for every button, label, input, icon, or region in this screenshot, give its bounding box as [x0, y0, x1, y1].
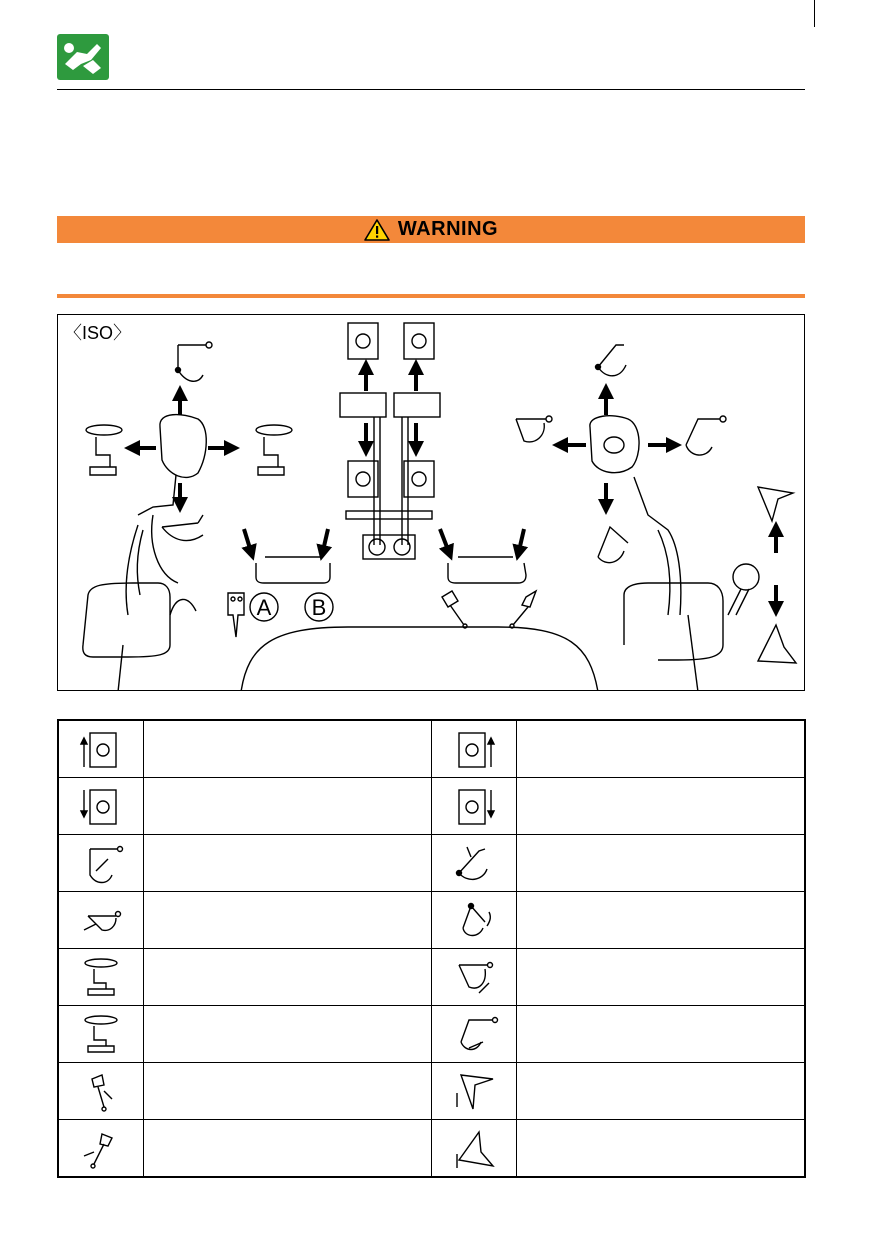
legend-row — [58, 892, 805, 949]
legend-description — [143, 1006, 431, 1063]
legend-description — [143, 892, 431, 949]
legend-description — [143, 835, 431, 892]
left-joystick — [118, 415, 206, 691]
right-joystick-symbols — [516, 345, 726, 563]
left-track-forward-icon — [58, 720, 143, 778]
legend-row — [58, 720, 805, 778]
pattern-label-a: A — [256, 595, 272, 620]
warning-label: WARNING — [397, 218, 499, 240]
control-legend-table — [57, 719, 806, 1178]
blade-lever — [728, 564, 759, 615]
right-track-forward-icon — [431, 720, 516, 778]
page-edge-rule — [814, 0, 815, 27]
legend-description — [143, 1063, 431, 1120]
warning-triangle-icon — [364, 219, 390, 241]
blade-down-icon — [431, 1063, 516, 1120]
control-pattern-diagram — [57, 314, 805, 691]
right-joystick — [590, 416, 698, 691]
iso-label: 〈ISO〉 — [64, 323, 132, 343]
legend-description — [143, 1120, 431, 1178]
legend-description — [516, 949, 805, 1006]
legend-description — [516, 720, 805, 778]
left-joystick-arrows — [130, 391, 234, 507]
legend-description — [516, 1006, 805, 1063]
legend-description — [143, 778, 431, 835]
legend-description — [516, 835, 805, 892]
left-joystick-symbols — [86, 342, 292, 541]
boom-down-icon — [431, 835, 516, 892]
offset-left-icon — [58, 1063, 143, 1120]
header-rule — [57, 89, 805, 90]
boom-up-icon — [431, 1006, 516, 1063]
legend-description — [516, 892, 805, 949]
cab-outline — [83, 583, 723, 691]
offset-right-icon — [58, 1120, 143, 1178]
pattern-change-area — [228, 557, 526, 637]
legend-description — [143, 949, 431, 1006]
bucket-dig-icon — [431, 892, 516, 949]
legend-row — [58, 1006, 805, 1063]
arm-in-icon — [58, 892, 143, 949]
legend-description — [516, 1063, 805, 1120]
right-joystick-arrows — [558, 389, 676, 509]
blade-symbols — [758, 487, 796, 663]
right-track-reverse-icon — [431, 778, 516, 835]
legend-row — [58, 835, 805, 892]
swing-left-icon — [58, 949, 143, 1006]
legend-description — [516, 778, 805, 835]
bucket-dump-icon — [431, 949, 516, 1006]
track-symbols — [348, 323, 434, 497]
legend-description — [143, 720, 431, 778]
legend-row — [58, 1063, 805, 1120]
warning-banner — [57, 216, 805, 243]
blade-up-icon — [431, 1120, 516, 1178]
legend-row — [58, 1120, 805, 1178]
arm-out-icon — [58, 835, 143, 892]
legend-row — [58, 949, 805, 1006]
swing-right-icon — [58, 1006, 143, 1063]
left-track-reverse-icon — [58, 778, 143, 835]
pattern-label-b: B — [311, 595, 327, 620]
legend-description — [516, 1120, 805, 1178]
legend-row — [58, 778, 805, 835]
hand-lever-icon — [57, 34, 109, 80]
section-rule — [57, 294, 805, 298]
offset-symbols — [442, 591, 536, 628]
